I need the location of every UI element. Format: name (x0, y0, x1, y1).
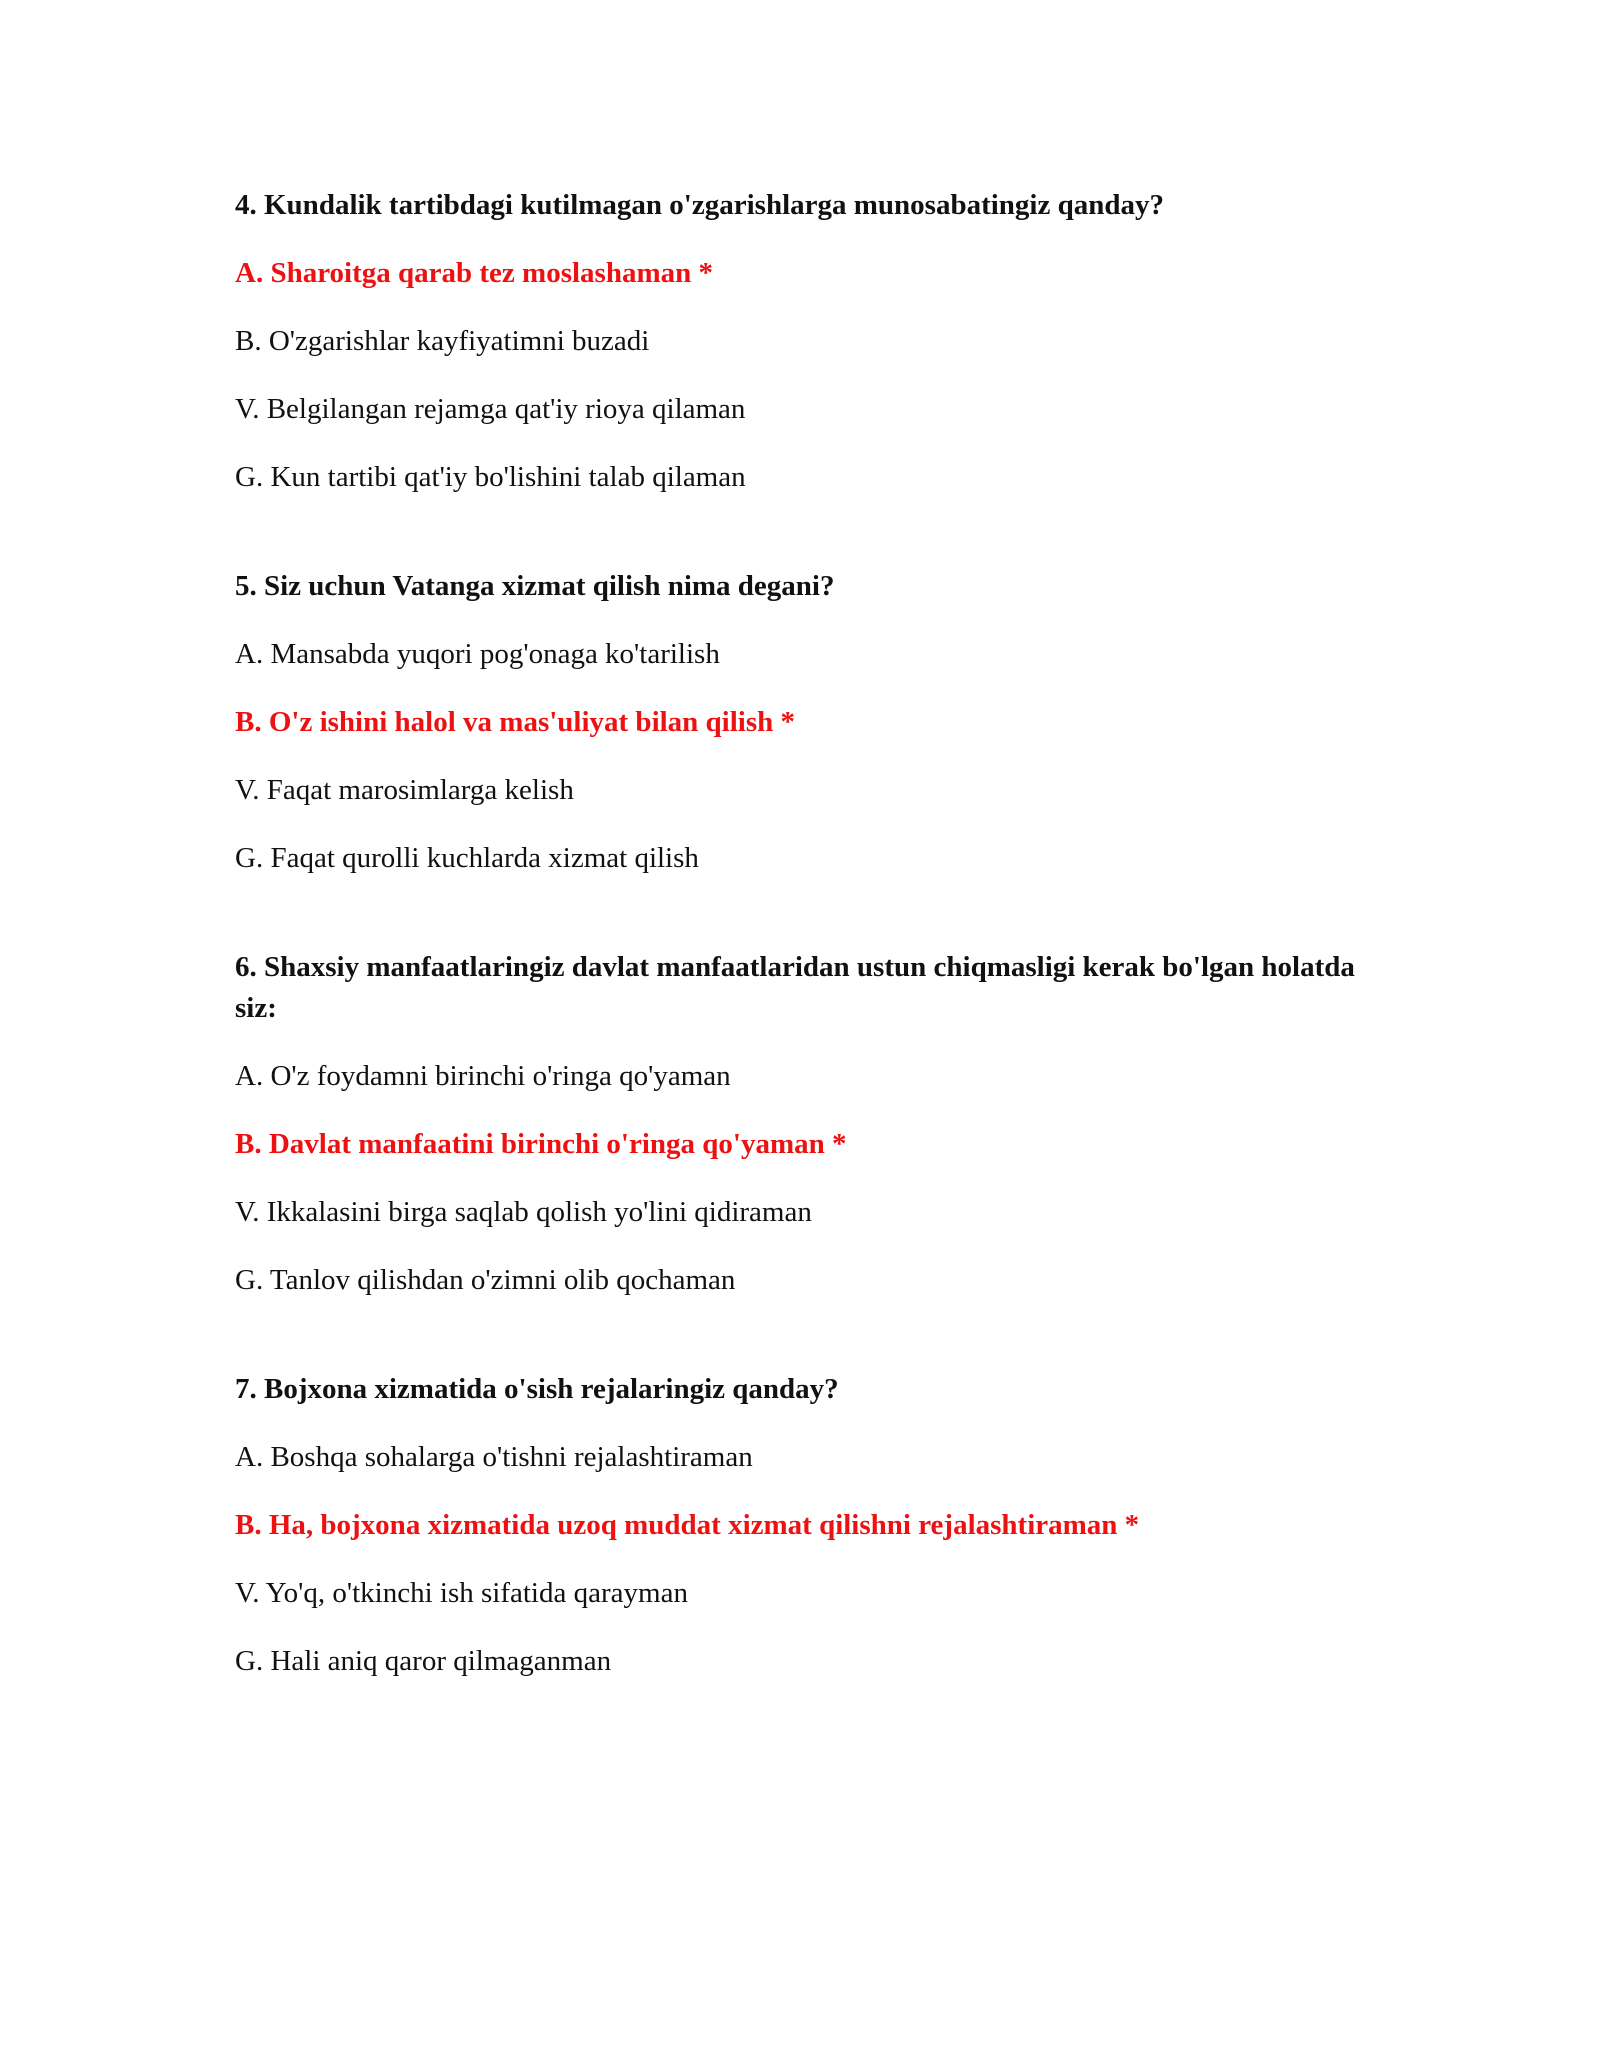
question-6-option-a: A. O'z foydamni birinchi o'ringa qo'yaman (235, 1060, 731, 1092)
question-6-option-v: V. Ikkalasini birga saqlab qolish yo'lini qidiraman (235, 1196, 812, 1228)
question-5-option-g: G. Faqat qurolli kuchlarda xizmat qilish (235, 842, 699, 874)
question-4-option-v: V. Belgilangan rejamga qat'iy rioya qilaman (235, 393, 746, 425)
question-6-text: 6. Shaxsiy manfaatlaringiz davlat manfaatlaridan ustun chiqmasligi kerak bo'lgan holatda siz: (235, 951, 1355, 1024)
question-block-6 (235, 947, 1385, 1301)
question-4-option-b: B. O'zgarishlar kayfiyatimni buzadi (235, 325, 650, 357)
question-6-option-b-correct: B. Davlat manfaatini birinchi o'ringa qo'yaman * (235, 1128, 847, 1160)
question-7-option-b-correct: B. Ha, bojxona xizmatida uzoq muddat xizmat qilishni rejalashtiraman * (235, 1509, 1140, 1541)
question-block-7 (235, 1369, 1385, 1682)
question-4-option-g: G. Kun tartibi qat'iy bo'lishini talab qilaman (235, 461, 746, 493)
question-4-text: 4. Kundalik tartibdagi kutilmagan o'zgarishlarga munosabatingiz qanday? (235, 189, 1164, 221)
document-page (235, 185, 1385, 1750)
question-7-option-a: A. Boshqa sohalarga o'tishni rejalashtiraman (235, 1441, 753, 1473)
question-7-text: 7. Bojxona xizmatida o'sish rejalaringiz qanday? (235, 1373, 839, 1405)
question-4-option-a-correct: A. Sharoitga qarab tez moslashaman * (235, 257, 713, 289)
question-5-option-v: V. Faqat marosimlarga kelish (235, 774, 574, 806)
question-7-option-g: G. Hali aniq qaror qilmaganman (235, 1645, 612, 1677)
question-7-option-v: V. Yo'q, o'tkinchi ish sifatida qarayman (235, 1577, 688, 1609)
question-5-option-b-correct: B. O'z ishini halol va mas'uliyat bilan qilish * (235, 706, 796, 738)
question-block-5 (235, 566, 1385, 879)
question-5-text: 5. Siz uchun Vatanga xizmat qilish nima degani? (235, 570, 835, 602)
question-6-option-g: G. Tanlov qilishdan o'zimni olib qochaman (235, 1264, 736, 1296)
question-block-4 (235, 185, 1385, 498)
question-5-option-a: A. Mansabda yuqori pog'onaga ko'tarilish (235, 638, 720, 670)
